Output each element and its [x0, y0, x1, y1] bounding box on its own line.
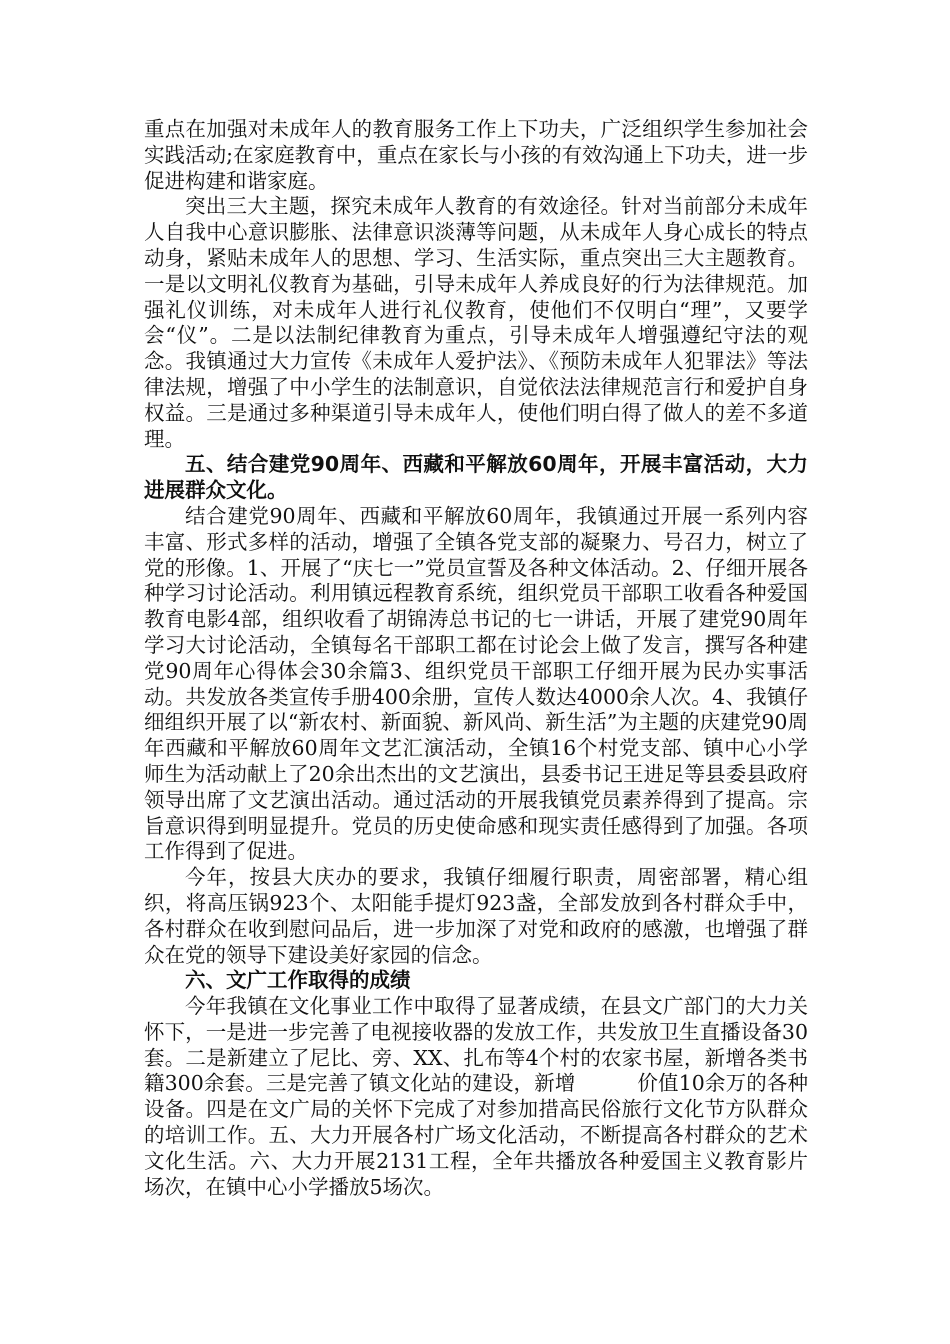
- paragraph-culture-achievements: 今年我镇在文化事业工作中取得了显著成绩，在县文广部门的大力关怀下，一是进一步完善了电视接收器的发放工作，共发放卫生直播设备30套。二是新建立了尼比、旁、XX、扎布等4个村的农家书屋，新增各类书籍300余套。三是完善了镇文化站的建设，新增 价值10余万的各种设备。四是在文广局的关怀下完成了对参加措高民俗旅行文化节方队群众的培训工作。五、大力开展各村广场文化活动，不断提高各村群众的艺术文化生活。六、大力开展2131工程，全年共播放各种爱国主义教育影片 场次，在镇中心小学播放5场次。: [144, 994, 849, 1199]
- paragraph-gift-distribution: 今年，按县大庆办的要求，我镇仔细履行职责，周密部署，精心组织，将高压锅923个、太阳能手提灯923盏，全部发放到各村群众手中，各村群众在收到慰问品后，进一步加深了对党和政府的感激，也增强了群众在党的领导下建设美好家园的信念。: [144, 865, 808, 967]
- paragraph-family-education: 重点在加强对未成年人的教育服务工作上下功夫，广泛组织学生参加社会实践活动;在家庭教育中，重点在家长与小孩的有效沟通上下功夫，进一步促进构建和谐家庭。: [144, 117, 808, 193]
- section-heading-five: 五、结合建党90周年、西藏和平解放60周年，开展丰富活动，大力进展群众文化。: [144, 452, 808, 503]
- paragraph-anniversary-activities: 结合建党90周年、西藏和平解放60周年，我镇通过开展一系列内容丰富、形式多样的活动，增强了全镇各党支部的凝聚力、号召力，树立了党的形像。1、开展了“庆七一”党员宣誓及各种文体活动。2、仔细开展各种学习讨论活动。利用镇远程教育系统，组织党员干部职工收看各种爱国教育电影4部，组织收看了胡锦涛总书记的七一讲话，开展了建党90周年学习大讨论活动，全镇每名干部职工都在讨论会上做了发言，撰写各种建党90周年心得体会30余篇3、组织党员干部职工仔细开展为民办实事活动。共发放各类宣传手册400余册，宣传人数达4000余人次。4、我镇仔细组织开展了以“新农村、新面貌、新风尚、新生活”为主题的庆建党90周年西藏和平解放60周年文艺汇演活动，全镇16个村党支部、镇中心小学师生为活动献上了20余出杰出的文艺演出，县委书记王进足等县委县政府领导出席了文艺演出活动。通过活动的开展我镇党员素养得到了提高。宗旨意识得到明显提升。党员的历史使命感和现实责任感得到了加强。各项工作得到了促进。: [144, 503, 808, 864]
- paragraph-three-themes: 突出三大主题，探究未成年人教育的有效途径。针对当前部分未成年人自我中心意识膨胀、法律意识淡薄等问题，从未成年人身心成长的特点动身，紧贴未成年人的思想、学习、生活实际，重点突出三大主题教育。一是以文明礼仪教育为基础，引导未成年人养成良好的行为法律规范。加强礼仪训练，对未成年人进行礼仪教育，使他们不仅明白“理”，又要学会“仪”。二是以法制纪律教育为重点，引导未成年人增强遵纪守法的观念。我镇通过大力宣传《未成年人爱护法》、《预防未成年人犯罪法》等法律法规，增强了中小学生的法制意识，自觉依法法律规范言行和爱护自身权益。三是通过多种渠道引导未成年人，使他们明白得了做人的差不多道理。: [144, 194, 808, 451]
- section-heading-six: 六、文广工作取得的成绩: [185, 968, 411, 993]
- document-page: [144, 117, 849, 1200]
